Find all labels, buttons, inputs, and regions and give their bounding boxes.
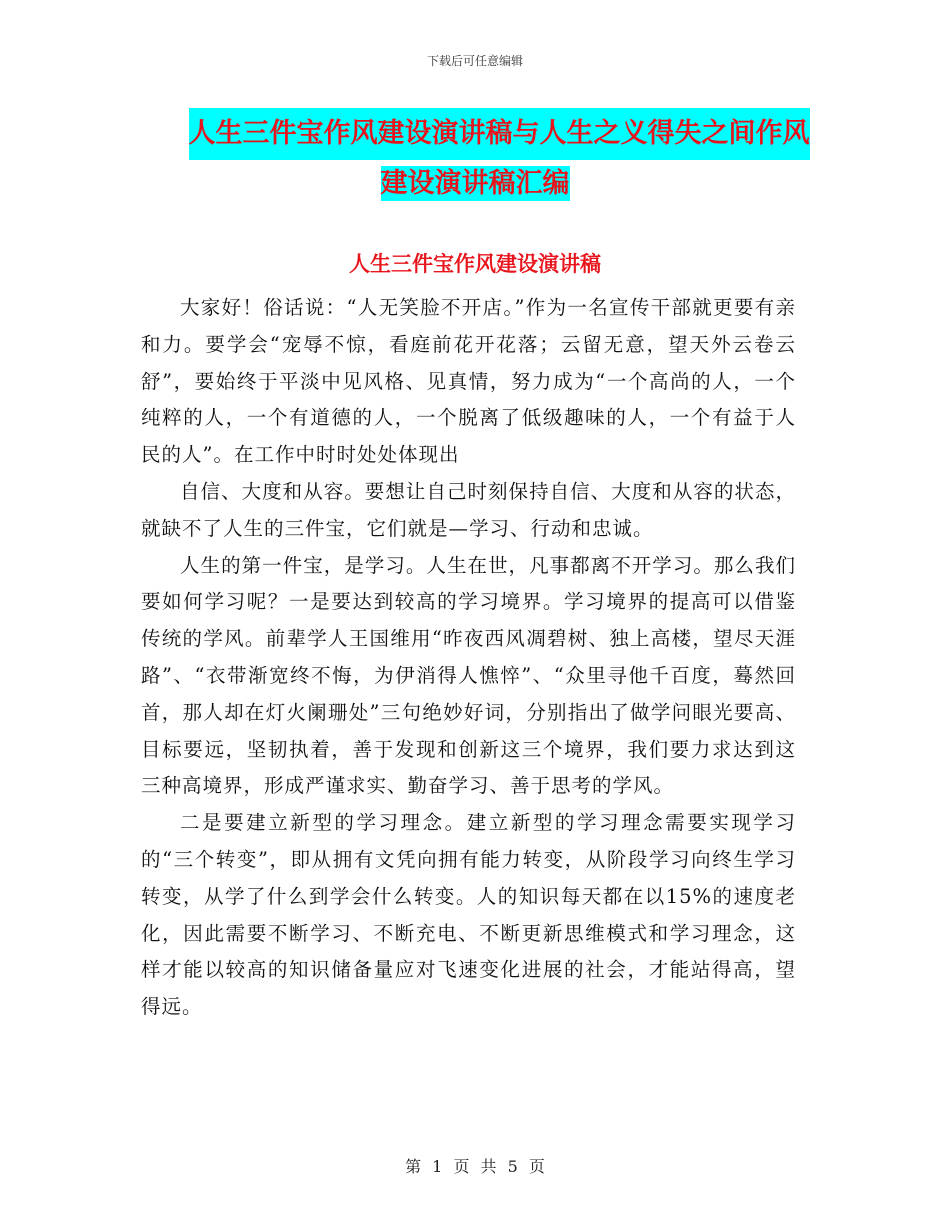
document-title-line-2: 建设演讲稿汇编 <box>380 168 570 199</box>
section-title: 人生三件宝作风建设演讲稿 <box>349 252 601 276</box>
paragraph: 自信、大度和从容。要想让自己时刻保持自信、大度和从容的状态，就缺不了人生的三件宝，它们就是—学习、行动和忠诚。 <box>141 479 796 540</box>
paragraph: 人生的第一件宝，是学习。人生在世，凡事都离不开学习。那么我们要如何学习呢？一是要达到较高的学习境界。学习境界的提高可以借鉴传统的学风。前辈学人王国维用“昨夜西风凋碧树、独上高楼，望尽天涯路”、“衣带渐宽终不悔，为伊消得人憔悴”、“众里寻他千百度，蓦然回首，那人却在灯火阑珊处”三句绝妙好词，分别指出了做学问眼光要高、目标要远，坚韧执着，善于发现和创新这三个境界，我们要力求达到这三种高境界，形成严谨求实、勤奋学习、善于思考的学风。 <box>141 553 796 798</box>
paragraph: 二是要建立新型的学习理念。建立新型的学习理念需要实现学习的“三个转变”，即从拥有文凭向拥有能力转变，从阶段学习向终生学习转变，从学了什么到学会什么转变。人的知识每天都在以15%的速度老化，因此需要不断学习、不断充电、不断更新思维模式和学习理念，这样才能以较高的知识储备量应对飞速变化进展的社会，才能站得高，望得远。 <box>141 811 796 1019</box>
page-number-footer: 第 1 页 共 5 页 <box>405 1157 545 1176</box>
page-header-note: 下载后可任意编辑 <box>426 54 523 68</box>
document-body <box>141 290 796 1026</box>
document-title-line-1: 人生三件宝作风建设演讲稿与人生之义得失之间作风 <box>189 108 810 160</box>
paragraph: 大家好！俗话说：“人无笑脸不开店。”作为一名宣传干部就更要有亲和力。要学会“宠辱不惊，看庭前花开花落；云留无意，望天外云卷云舒”，要始终于平淡中见风格、见真情，努力成为“一个高尚的人，一个纯粹的人，一个有道德的人，一个脱离了低级趣味的人，一个有益于人民的人”。在工作中时时处处体现出 <box>141 296 796 467</box>
document-title <box>0 108 950 208</box>
